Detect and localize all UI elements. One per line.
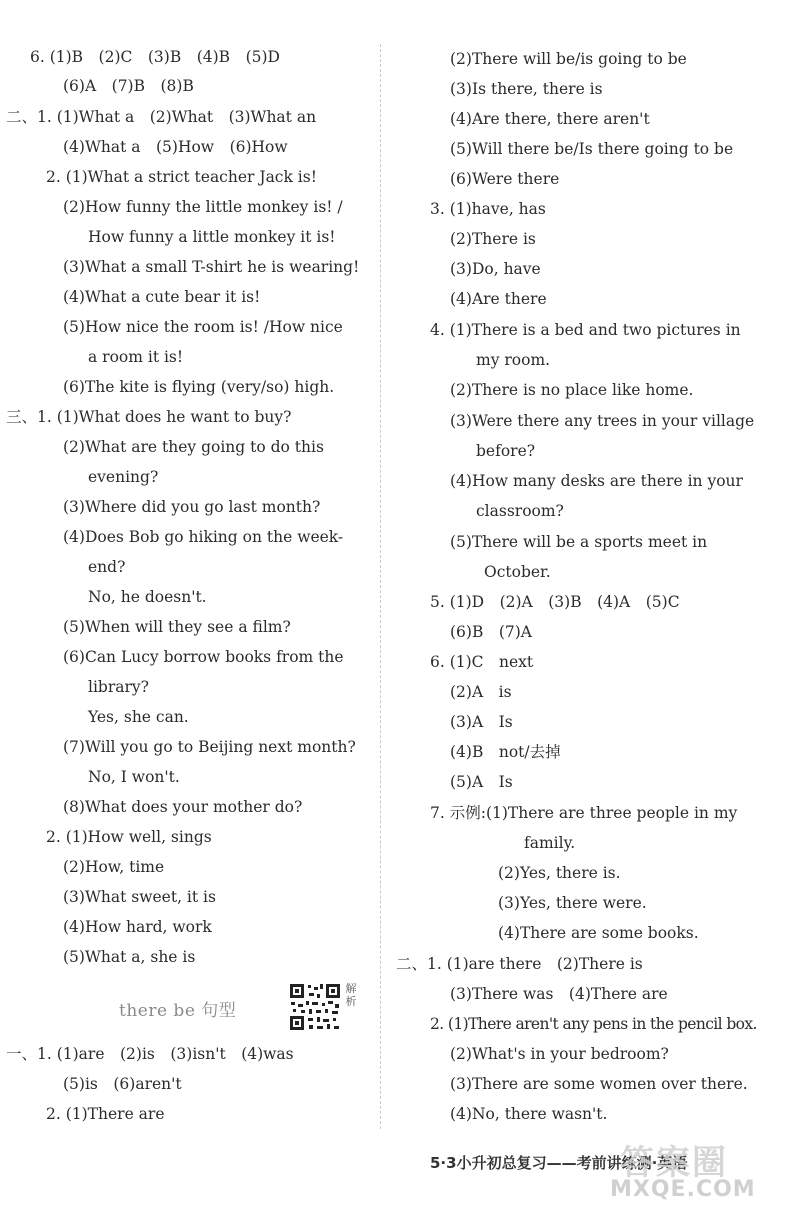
answer-line: before?: [476, 442, 536, 460]
qr-caption: 解析: [345, 982, 357, 1008]
answer-line: (4)No, there wasn't.: [450, 1105, 608, 1123]
answer-line: (2)How, time: [63, 858, 165, 876]
answer-line: (5)is (6)aren't: [63, 1075, 182, 1093]
answer-line: classroom?: [476, 502, 564, 520]
answer-line: 二、1. (1)are there (2)There is: [396, 955, 643, 973]
qr-code-icon[interactable]: [288, 982, 342, 1032]
answer-line: (4)How hard, work: [63, 918, 212, 936]
answer-line: (3)Is there, there is: [450, 80, 603, 98]
answer-line: (3)There was (4)There are: [450, 985, 668, 1003]
answer-line: (5)What a, she is: [63, 948, 196, 966]
column-divider: [380, 44, 381, 1129]
answer-line: 2. (1)There are: [46, 1105, 165, 1123]
answer-line: (6)B (7)A: [450, 623, 532, 641]
answer-line: (4)What a (5)How (6)How: [63, 138, 288, 156]
answer-line: (6)Were there: [450, 170, 560, 188]
answer-line: (3)What sweet, it is: [63, 888, 216, 906]
answer-line: (2)There will be/is going to be: [450, 50, 687, 68]
answer-line: (2)Yes, there is.: [498, 864, 621, 882]
answer-line: No, he doesn't.: [88, 588, 207, 606]
answer-line: (4)How many desks are there in your: [450, 472, 743, 490]
answer-line: 5. (1)D (2)A (3)B (4)A (5)C: [430, 593, 680, 611]
answer-line: (3)Yes, there were.: [498, 894, 647, 912]
answer-line: my room.: [476, 351, 551, 369]
answer-line: (7)Will you go to Beijing next month?: [63, 738, 356, 756]
answer-line: October.: [484, 563, 551, 581]
answer-line: (4)Are there: [450, 290, 547, 308]
answer-line: (3)What a small T-shirt he is wearing!: [63, 258, 360, 276]
answer-line: 一、1. (1)are (2)is (3)isn't (4)was: [6, 1045, 294, 1063]
answer-line: No, I won't.: [88, 768, 180, 786]
answer-line: 6. (1)C next: [430, 653, 534, 671]
answer-line: 二、1. (1)What a (2)What (3)What an: [6, 108, 317, 126]
answer-line: (3)Do, have: [450, 260, 541, 278]
answer-line: (6)A (7)B (8)B: [63, 77, 194, 95]
answer-line: library?: [88, 678, 149, 696]
answer-line: (3)Were there any trees in your village: [450, 412, 755, 430]
watermark-url: MXQE.COM: [610, 1177, 756, 1202]
answer-line: 三、1. (1)What does he want to buy?: [6, 408, 292, 426]
answer-line: 3. (1)have, has: [430, 200, 546, 218]
page-footer: 5·3小升初总复习——考前讲练测·英语: [430, 1154, 688, 1172]
answer-line: family.: [524, 834, 576, 852]
answer-line: (4)There are some books.: [498, 924, 699, 942]
answer-line: (2)A is: [450, 683, 512, 701]
answer-line: Yes, she can.: [88, 708, 189, 726]
answer-line: How funny a little monkey it is!: [88, 228, 336, 246]
answer-line: 6. (1)B (2)C (3)B (4)B (5)D: [30, 48, 280, 66]
answer-line: (2)There is: [450, 230, 536, 248]
answer-line: (5)How nice the room is! /How nice: [63, 318, 343, 336]
answer-line: (4)B not/去掉: [450, 743, 561, 761]
answer-line: (5)A Is: [450, 773, 513, 791]
answer-line: a room it is!: [88, 348, 184, 366]
answer-line: 7. 示例:(1)There are three people in my: [430, 804, 738, 822]
answer-line: (5)There will be a sports meet in: [450, 533, 708, 551]
answer-line: (4)Are there, there aren't: [450, 110, 650, 128]
answer-line: (4)What a cute bear it is!: [63, 288, 261, 306]
answer-line: (2)There is no place like home.: [450, 381, 694, 399]
watermark-logo: 答案圈: [620, 1143, 728, 1183]
answer-line: 4. (1)There is a bed and two pictures in: [430, 321, 741, 339]
answer-line: end?: [88, 558, 126, 576]
answer-line: (6)Can Lucy borrow books from the: [63, 648, 344, 666]
answer-line: (2)What are they going to do this: [63, 438, 324, 456]
answer-line: 2. (1)There aren't any pens in the pencil box.: [430, 1015, 757, 1033]
answer-line: (5)Will there be/Is there going to be: [450, 140, 734, 158]
section-title: there be 句型: [119, 1001, 237, 1021]
answer-line: (2)What's in your bedroom?: [450, 1045, 669, 1063]
answer-line: 2. (1)How well, sings: [46, 828, 212, 846]
answer-line: (6)The kite is flying (very/so) high.: [63, 378, 335, 396]
answer-line: (5)When will they see a film?: [63, 618, 291, 636]
answer-line: 2. (1)What a strict teacher Jack is!: [46, 168, 317, 186]
answer-line: (3)Where did you go last month?: [63, 498, 321, 516]
answer-line: (3)A Is: [450, 713, 513, 731]
answer-line: (8)What does your mother do?: [63, 798, 303, 816]
answer-line: (4)Does Bob go hiking on the week-: [63, 528, 344, 546]
answer-line: (3)There are some women over there.: [450, 1075, 748, 1093]
answer-line: (2)How funny the little monkey is! /: [63, 198, 343, 216]
answer-line: evening?: [88, 468, 159, 486]
